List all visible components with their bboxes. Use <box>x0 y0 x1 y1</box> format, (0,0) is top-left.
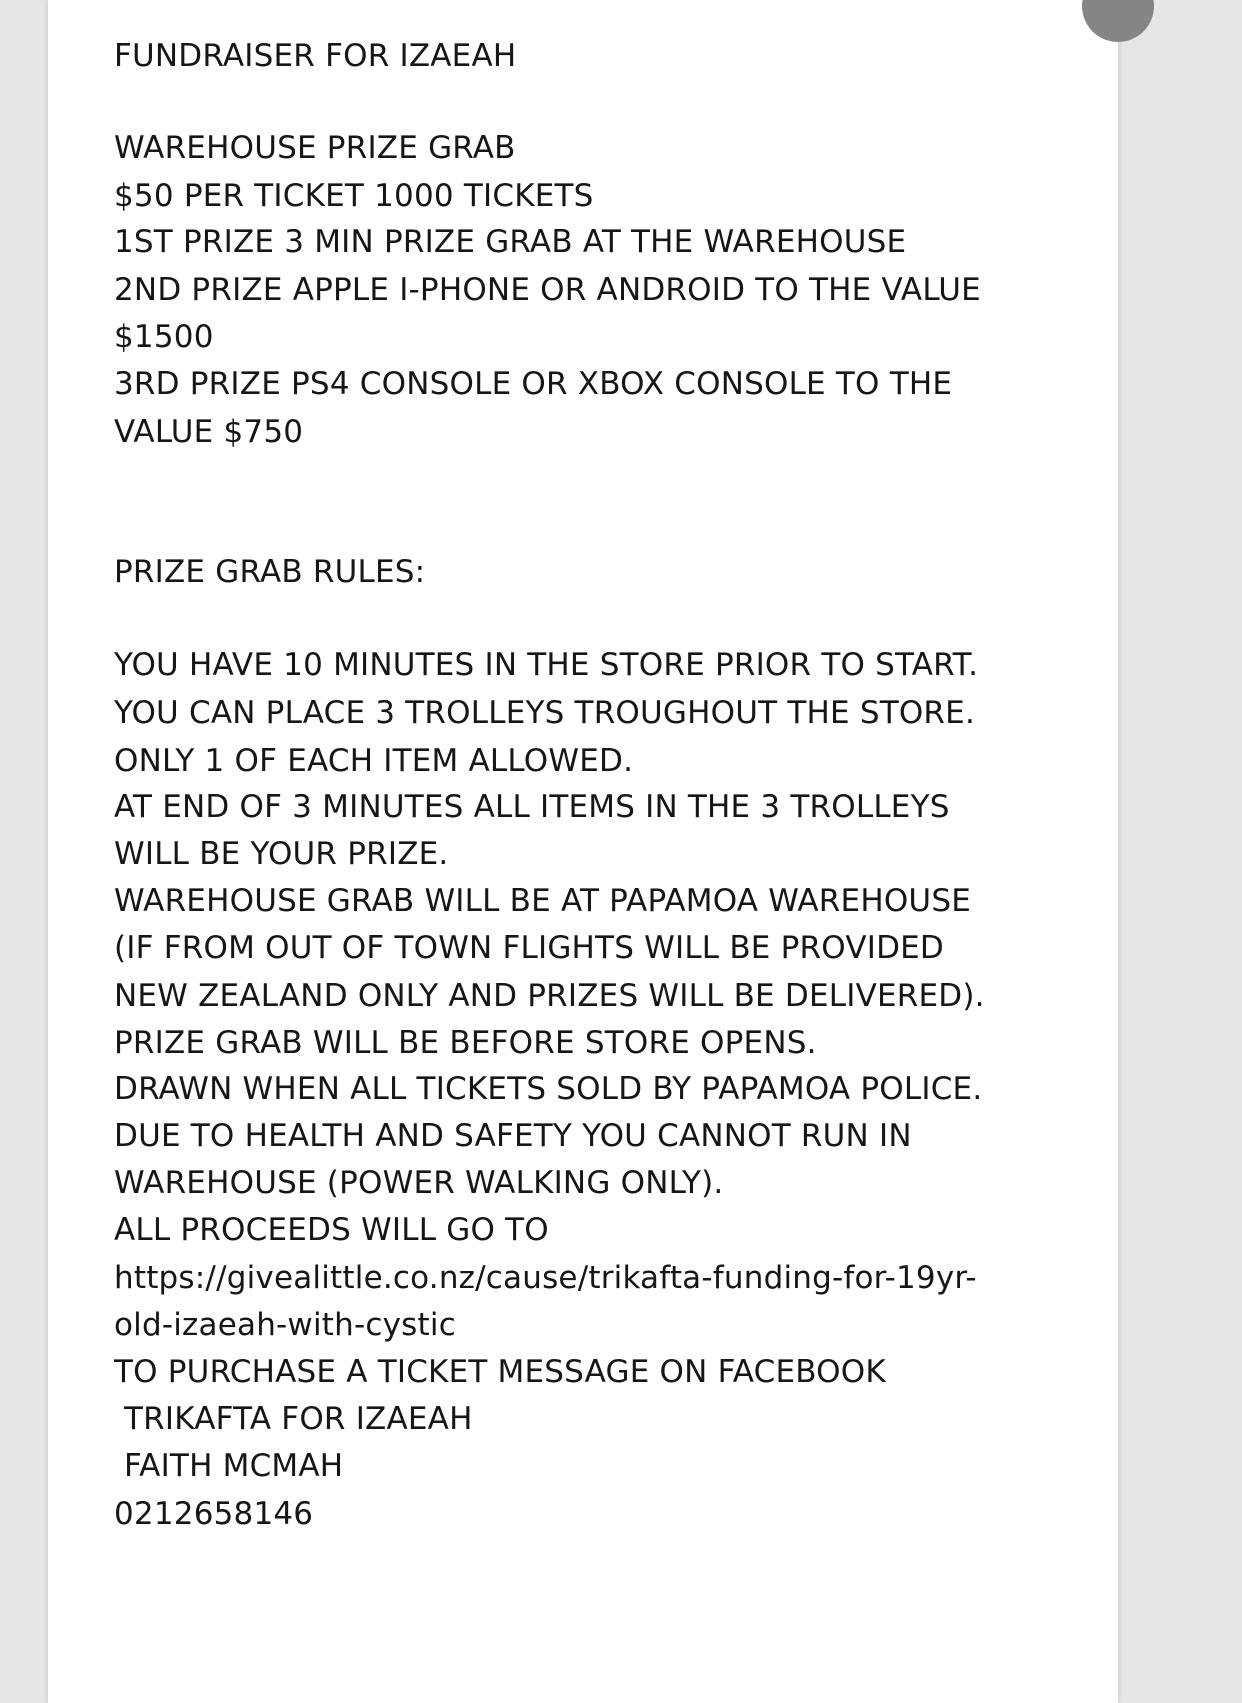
text-line: FAITH MCMAH <box>124 1448 344 1484</box>
text-line: WILL BE YOUR PRIZE. <box>114 836 449 872</box>
phone-number: 0212658146 <box>114 1496 314 1532</box>
text-line: ONLY 1 OF EACH ITEM ALLOWED. <box>114 743 634 779</box>
section-heading: PRIZE GRAB RULES: <box>114 554 426 590</box>
text-line: WAREHOUSE (POWER WALKING ONLY). <box>114 1165 724 1201</box>
document-title: FUNDRAISER FOR IZAEAH <box>114 38 517 74</box>
text-line: $50 PER TICKET 1000 TICKETS <box>114 178 594 214</box>
text-line: DRAWN WHEN ALL TICKETS SOLD BY PAPAMOA POLICE. <box>114 1071 983 1107</box>
document-page <box>48 0 1118 1703</box>
text-line: DUE TO HEALTH AND SAFETY YOU CANNOT RUN IN <box>114 1118 912 1154</box>
text-line: 2ND PRIZE APPLE I-PHONE OR ANDROID TO THE VALUE <box>114 272 981 308</box>
text-line: NEW ZEALAND ONLY AND PRIZES WILL BE DELIVERED). <box>114 978 985 1014</box>
text-line: YOU HAVE 10 MINUTES IN THE STORE PRIOR TO START. <box>114 647 979 683</box>
text-line: 1ST PRIZE 3 MIN PRIZE GRAB AT THE WAREHOUSE <box>114 224 907 260</box>
text-line: (IF FROM OUT OF TOWN FLIGHTS WILL BE PROVIDED <box>114 930 945 966</box>
scroll-indicator[interactable] <box>1082 0 1154 42</box>
donation-link-line[interactable]: old-izaeah-with-cystic <box>114 1307 456 1343</box>
text-line: TO PURCHASE A TICKET MESSAGE ON FACEBOOK <box>114 1354 886 1390</box>
text-line: PRIZE GRAB WILL BE BEFORE STORE OPENS. <box>114 1025 817 1061</box>
text-line: $1500 <box>114 319 214 355</box>
text-line: VALUE $750 <box>114 414 304 450</box>
text-line: 3RD PRIZE PS4 CONSOLE OR XBOX CONSOLE TO THE <box>114 366 953 402</box>
text-line: TRIKAFTA FOR IZAEAH <box>124 1401 473 1437</box>
donation-link-line[interactable]: https://givealittle.co.nz/cause/trikafta-funding-for-19yr- <box>114 1260 977 1296</box>
text-line: WAREHOUSE GRAB WILL BE AT PAPAMOA WAREHOUSE <box>114 883 971 919</box>
text-line: YOU CAN PLACE 3 TROLLEYS TROUGHOUT THE STORE. <box>114 695 976 731</box>
text-line: ALL PROCEEDS WILL GO TO <box>114 1212 549 1248</box>
text-line: WAREHOUSE PRIZE GRAB <box>114 130 516 166</box>
text-line: AT END OF 3 MINUTES ALL ITEMS IN THE 3 TROLLEYS <box>114 789 950 825</box>
